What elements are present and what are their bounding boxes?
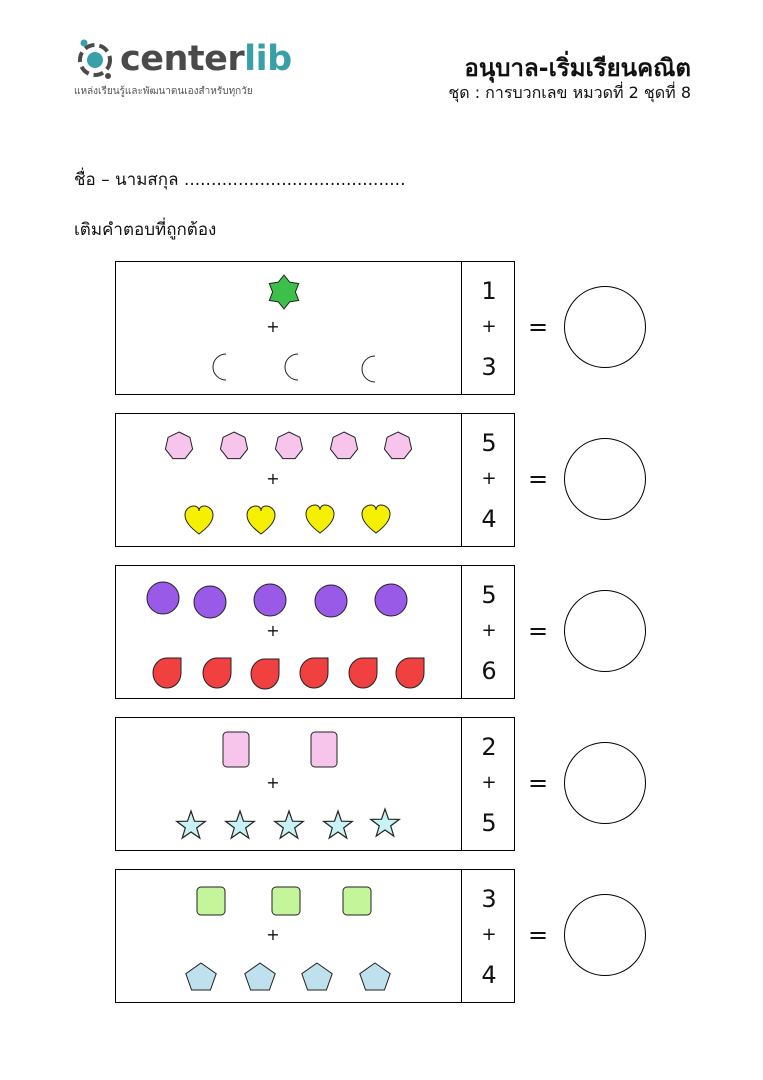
plus-sign: + bbox=[481, 620, 497, 641]
centerlib-logo-icon bbox=[72, 36, 118, 84]
crescent-moon-icon bbox=[213, 354, 226, 380]
number-column bbox=[461, 565, 515, 699]
yellow-heart-icon bbox=[306, 505, 334, 533]
purple-circle-icon bbox=[147, 582, 179, 614]
red-drop-icon bbox=[251, 659, 279, 689]
blue-pentagon-icon bbox=[302, 963, 332, 990]
pink-heptagon-icon bbox=[220, 432, 247, 459]
picture-plus-sign: + bbox=[266, 621, 280, 640]
purple-circle-icon bbox=[315, 585, 347, 617]
pink-heptagon-icon bbox=[275, 432, 302, 459]
addend-top: 3 bbox=[481, 885, 497, 913]
addend-top: 2 bbox=[481, 733, 497, 761]
answer-circle-2[interactable] bbox=[564, 438, 646, 520]
green-square-icon bbox=[272, 887, 300, 915]
number-column bbox=[461, 869, 515, 1003]
addend-bottom: 4 bbox=[481, 961, 497, 989]
addend-top: 1 bbox=[481, 277, 497, 305]
yellow-heart-icon bbox=[362, 505, 390, 533]
blue-pentagon-icon bbox=[245, 963, 275, 990]
worksheet-subtitle: ชุด : การบวกเลข หมวดที่ 2 ชุดที่ 8 bbox=[448, 83, 691, 102]
logo-wordmark bbox=[120, 36, 292, 82]
yellow-heart-icon bbox=[185, 506, 213, 534]
answer-circle-5[interactable] bbox=[564, 894, 646, 976]
logo-word-lib: lib bbox=[244, 39, 292, 79]
problem-4-picture bbox=[115, 717, 461, 851]
addend-bottom: 4 bbox=[481, 505, 497, 533]
number-column bbox=[461, 717, 515, 851]
green-square-icon bbox=[197, 887, 225, 915]
red-drop-icon bbox=[396, 658, 424, 688]
pink-heptagon-icon bbox=[165, 432, 192, 459]
equals-sign: = bbox=[527, 921, 549, 949]
red-drop-icon bbox=[153, 658, 181, 688]
blue-pentagon-icon bbox=[360, 963, 390, 990]
problem-2-picture bbox=[115, 413, 461, 547]
plus-sign: + bbox=[481, 468, 497, 489]
picture-plus-sign: + bbox=[266, 773, 280, 792]
answer-circle-4[interactable] bbox=[564, 742, 646, 824]
light-blue-star-icon bbox=[226, 811, 255, 838]
green-star-icon bbox=[269, 275, 298, 309]
addend-top: 5 bbox=[481, 581, 497, 609]
plus-sign: + bbox=[481, 772, 497, 793]
equals-sign: = bbox=[527, 617, 549, 645]
problem-4 bbox=[115, 717, 515, 851]
equals-sign: = bbox=[527, 465, 549, 493]
crescent-moon-icon bbox=[362, 356, 375, 382]
light-blue-star-icon bbox=[275, 811, 304, 838]
problem-3-picture bbox=[115, 565, 461, 699]
red-drop-icon bbox=[349, 658, 377, 688]
purple-circle-icon bbox=[375, 584, 407, 616]
number-column bbox=[461, 413, 515, 547]
light-blue-star-icon bbox=[324, 811, 353, 838]
blue-pentagon-icon bbox=[186, 963, 216, 990]
worksheet-title: อนุบาล-เริ่มเรียนคณิต bbox=[464, 54, 691, 82]
purple-circle-icon bbox=[194, 586, 226, 618]
instruction-text: เติมคำตอบที่ถูกต้อง bbox=[74, 220, 217, 240]
equals-sign: = bbox=[527, 769, 549, 797]
light-blue-star-icon bbox=[371, 809, 400, 836]
problem-5-picture bbox=[115, 869, 461, 1003]
red-drop-icon bbox=[203, 658, 231, 688]
pink-heptagon-icon bbox=[384, 432, 411, 459]
addend-bottom: 5 bbox=[481, 809, 497, 837]
yellow-heart-icon bbox=[247, 506, 275, 534]
pink-heptagon-icon bbox=[330, 432, 357, 459]
addend-bottom: 6 bbox=[481, 657, 497, 685]
picture-plus-sign: + bbox=[266, 317, 280, 336]
pink-rectangle-icon bbox=[311, 732, 337, 767]
plus-sign: + bbox=[481, 924, 497, 945]
picture-plus-sign: + bbox=[266, 469, 280, 488]
problem-2 bbox=[115, 413, 515, 547]
centerlib-logo bbox=[72, 36, 302, 100]
equals-sign: = bbox=[527, 313, 549, 341]
problem-1 bbox=[115, 261, 515, 395]
number-column bbox=[461, 261, 515, 395]
light-blue-star-icon bbox=[177, 811, 206, 838]
problem-1-picture bbox=[115, 261, 461, 395]
red-drop-icon bbox=[300, 658, 328, 688]
green-square-icon bbox=[343, 887, 371, 915]
answer-circle-1[interactable] bbox=[564, 286, 646, 368]
student-name-line: ชื่อ – นามสกุล ......................................... bbox=[74, 170, 406, 190]
purple-circle-icon bbox=[254, 584, 286, 616]
pink-rectangle-icon bbox=[223, 732, 249, 767]
problem-3 bbox=[115, 565, 515, 699]
addend-bottom: 3 bbox=[481, 353, 497, 381]
addend-top: 5 bbox=[481, 429, 497, 457]
answer-circle-3[interactable] bbox=[564, 590, 646, 672]
picture-plus-sign: + bbox=[266, 925, 280, 944]
logo-tagline: แหล่งเรียนรู้และพัฒนาตนเองสำหรับทุกวัย bbox=[74, 86, 253, 97]
logo-word-center: center bbox=[120, 39, 245, 79]
plus-sign: + bbox=[481, 316, 497, 337]
crescent-moon-icon bbox=[285, 354, 298, 380]
problem-5 bbox=[115, 869, 515, 1003]
